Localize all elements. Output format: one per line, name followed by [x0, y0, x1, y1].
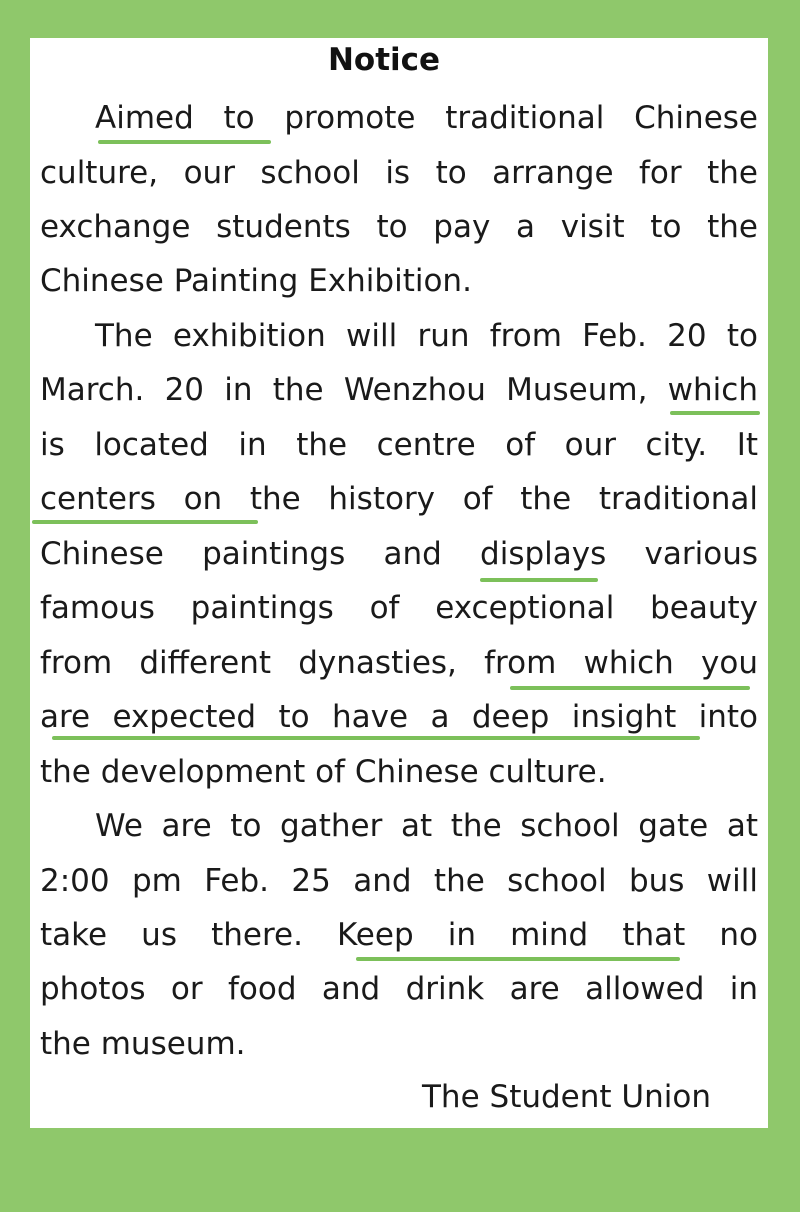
underline-expected-to-have-insight — [52, 736, 700, 740]
notice-card — [30, 38, 768, 1128]
underline-from-which-you — [510, 686, 750, 690]
notice-line: Chinese Painting Exhibition. — [40, 263, 472, 299]
notice-line: culture, our school is to arrange for the — [40, 155, 758, 191]
notice-title: Notice — [327, 42, 441, 78]
notice-line: Chinese paintings and displays various — [40, 536, 758, 572]
notice-line: Aimed to promote traditional Chinese — [95, 100, 758, 136]
notice-line: exchange students to pay a visit to the — [40, 209, 758, 245]
underline-which — [670, 411, 760, 415]
notice-line: centers on the history of the traditional — [40, 481, 758, 517]
notice-line: The exhibition will run from Feb. 20 to — [95, 318, 758, 354]
notice-line: from different dynasties, from which you — [40, 645, 758, 681]
notice-line: 2:00 pm Feb. 25 and the school bus will — [40, 863, 758, 899]
notice-line: We are to gather at the school gate at — [95, 808, 758, 844]
notice-line: famous paintings of exceptional beauty — [40, 590, 758, 626]
notice-line: March. 20 in the Wenzhou Museum, which — [40, 372, 758, 408]
notice-line: are expected to have a deep insight into — [40, 699, 758, 735]
underline-aimed-to — [98, 140, 271, 144]
notice-line: take us there. Keep in mind that no — [40, 917, 758, 953]
notice-line: the museum. — [40, 1026, 246, 1062]
notice-line: the development of Chinese culture. — [40, 754, 607, 790]
notice-line: photos or food and drink are allowed in — [40, 971, 758, 1007]
notice-signature: The Student Union — [422, 1079, 711, 1115]
underline-keep-in-mind — [356, 957, 680, 961]
notice-line: is located in the centre of our city. It — [40, 427, 758, 463]
underline-displays — [480, 578, 598, 582]
underline-centers-on — [32, 520, 258, 524]
